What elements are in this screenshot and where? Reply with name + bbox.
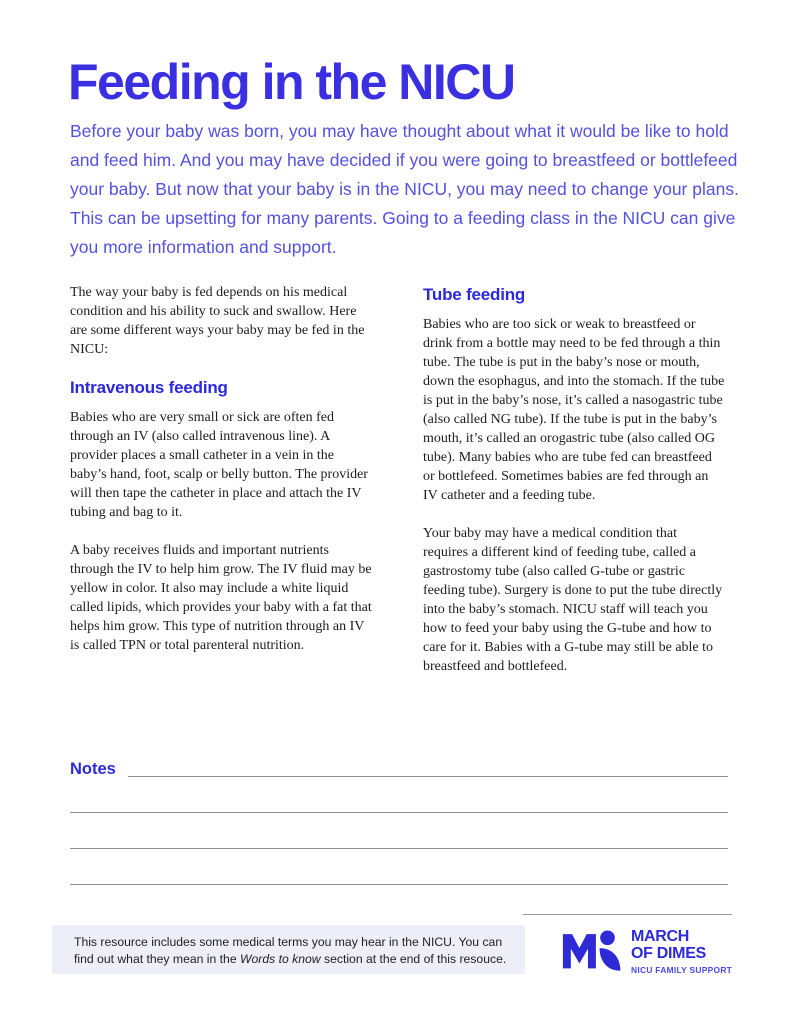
notes-line	[70, 812, 728, 813]
right-column	[423, 283, 725, 695]
notes-line	[70, 884, 728, 885]
footer-note-after: section at the end of this resouce.	[320, 951, 507, 966]
footer-note-text	[74, 934, 517, 967]
footer-note-italic: Words to know	[240, 951, 321, 966]
body-paragraph: A baby receives fluids and important nutrients through the IV to help him grow. The IV fluid may be yellow in color. It also may include a white liquid called lipids, which provides your baby with a fat that helps him grow. This type of nutrition through an IV is called TPN or total parenteral nutrition.	[70, 543, 372, 653]
page-title: Feeding in the NICU	[68, 54, 515, 110]
left-column	[70, 283, 372, 674]
notes-line	[128, 776, 728, 777]
notes-heading: Notes	[70, 760, 116, 778]
divider-line	[523, 914, 732, 915]
footer-note-box	[52, 925, 525, 974]
footer-note-before: This resource includes some medical terms you may hear in the NICU. You can find out what they mean in the	[74, 935, 503, 966]
intro-paragraph: Before your baby was born, you may have thought about what it would be like to hold and feed him. And you may have decided if you were going to breastfeed or bottlefeed your baby. But now that your baby is in the NICU, you may need to change your plans. This can be upsetting for many parents. Going to a feeding class in the NICU can give you more information and support.	[70, 121, 739, 257]
notes-line	[70, 848, 728, 849]
march-of-dimes-logo	[559, 928, 732, 975]
logo-wordmark-line2: OF DIMES	[631, 944, 706, 962]
logo-wordmark	[631, 928, 732, 975]
logo-wordmark-line1: MARCH	[631, 928, 690, 945]
march-of-dimes-mark-icon	[559, 928, 623, 972]
lead-paragraph: The way your baby is fed depends on his medical condition and his ability to suck and swallow. Here are some different ways your baby may be fed in the NICU:	[70, 285, 365, 357]
logo-subtext: NICU FAMILY SUPPORT	[631, 965, 733, 975]
body-paragraph: Babies who are too sick or weak to breastfeed or drink from a bottle may need to be fed through a thin tube. The tube is put in the baby’s nose or mouth, down the esophagus, and into the stomach. If the tube is put in the baby’s nose, it’s called a nasogastric tube (also called NG tube). If the tube is put in the baby’s mouth, it’s called an orogastric tube (also called OG tube). Many babies who are tube fed can breastfeed or bottlefeed. Sometimes babies are fed through an IV catheter and a feeding tube.	[423, 317, 725, 503]
section-heading-tube-feeding: Tube feeding	[423, 285, 526, 304]
section-heading-intravenous-feeding: Intravenous feeding	[70, 378, 228, 397]
body-paragraph: Your baby may have a medical condition that requires a different kind of feeding tube, called a gastrostomy tube (also called G-tube or gastric feeding tube). Surgery is done to put the tube directly into the baby’s stomach. NICU staff will teach you how to feed your baby using the G-tube and how to care for it. Babies with a G-tube may still be able to breastfeed and bottlefeed.	[423, 526, 723, 674]
body-paragraph: Babies who are very small or sick are often fed through an IV (also called intravenous line). A provider places a small catheter in a vein in the baby’s hand, foot, scalp or belly button. The provider will then tape the catheter in place and attach the IV tubing and bag to it.	[70, 410, 368, 520]
